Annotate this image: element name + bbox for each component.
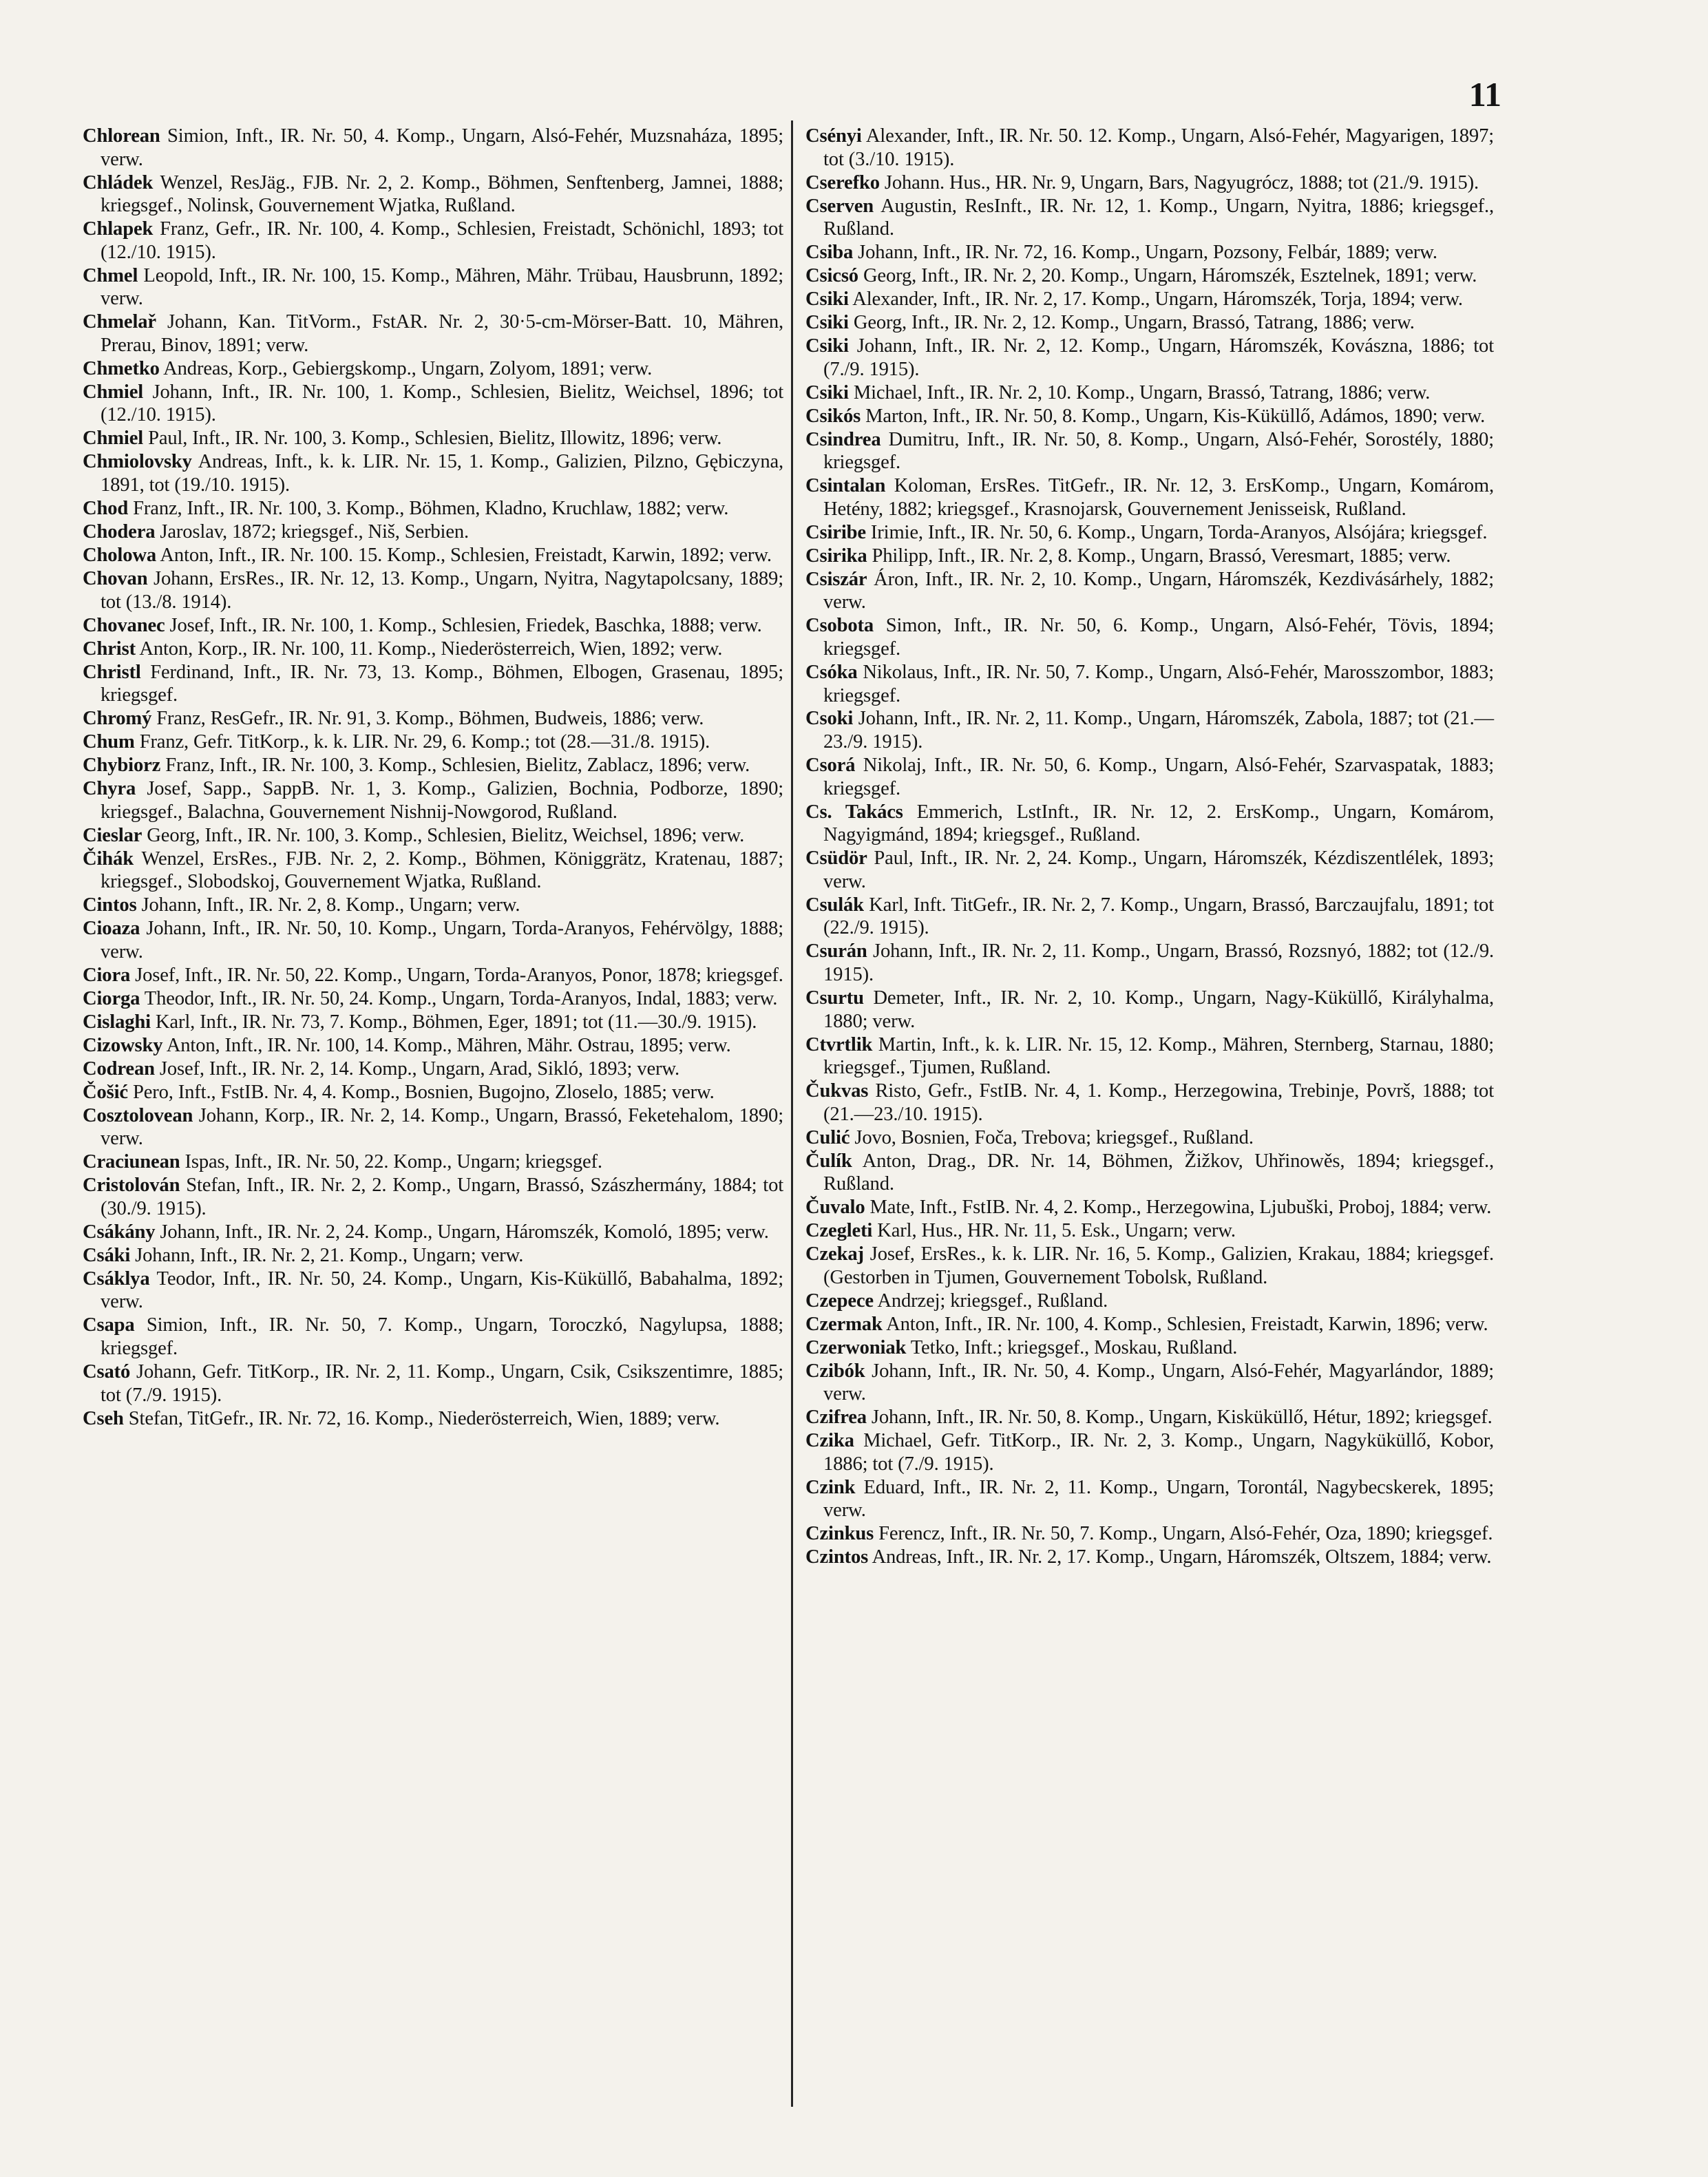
entry-details: Marton, Inft., IR. Nr. 50, 8. Komp., Ungarn, Kis-Küküllő, Adámos, 1890; verw.	[865, 405, 1486, 427]
entry-details: Johann, Gefr. TitKorp., IR. Nr. 2, 11. Komp., Ungarn, Csik, Csikszentimre, 1885; tot (7./9. 1915).	[101, 1360, 784, 1406]
list-entry	[83, 1104, 783, 1150]
entry-surname: Czerwoniak	[805, 1336, 907, 1358]
entry-surname: Czegleti	[805, 1220, 873, 1242]
list-entry	[83, 1268, 783, 1314]
entry-details: Risto, Gefr., FstIB. Nr. 4, 1. Komp., Herzegowina, Trebinje, Površ, 1888; tot (21.—23./10. 1915).	[823, 1080, 1495, 1125]
entry-details: Ispas, Inft., IR. Nr. 50, 22. Komp., Ungarn; kriegsgef.	[184, 1151, 602, 1173]
entry-surname: Cioaza	[83, 918, 140, 940]
list-entry	[83, 707, 783, 730]
entry-details: Stefan, TitGefr., IR. Nr. 72, 16. Komp., Niederösterreich, Wien, 1889; verw.	[128, 1407, 720, 1429]
list-entry	[83, 171, 783, 218]
entry-details: Philipp, Inft., IR. Nr. 2, 8. Komp., Ungarn, Brassó, Veresmart, 1885; verw.	[872, 545, 1451, 567]
list-entry	[805, 754, 1494, 800]
entry-details: Franz, Gefr. TitKorp., k. k. LIR. Nr. 29, 6. Komp.; tot (28.—31./8. 1915).	[139, 731, 710, 753]
entry-details: Josef, Inft., IR. Nr. 100, 1. Komp., Schlesien, Friedek, Baschka, 1888; verw.	[169, 614, 762, 636]
entry-details: Irimie, Inft., IR. Nr. 50, 6. Komp., Ungarn, Torda-Aranyos, Alsójára; kriegsgef.	[870, 521, 1488, 543]
entry-details: Josef, Sapp., SappB. Nr. 1, 3. Komp., Galizien, Bochnia, Podborze, 1890; kriegsgef., Balachna, Gouvernement Nishnij-Nowgorod, Rußland.	[101, 778, 784, 823]
list-entry	[83, 427, 783, 450]
entry-surname: Czermak	[805, 1313, 883, 1335]
entry-details: Josef, Inft., IR. Nr. 50, 22. Komp., Ungarn, Torda-Aranyos, Ponor, 1878; kriegsgef.	[135, 964, 783, 986]
list-entry	[83, 824, 783, 848]
entry-surname: Christ	[83, 638, 136, 660]
entry-details: Teodor, Inft., IR. Nr. 50, 24. Komp., Ungarn, Kis-Küküllő, Babahalma, 1892; verw.	[101, 1268, 783, 1313]
page-number: 11	[1468, 75, 1501, 114]
entry-details: Pero, Inft., FstIB. Nr. 4, 4. Komp., Bosnien, Bugojno, Zloselo, 1885; verw.	[132, 1081, 715, 1103]
entry-surname: Čulík	[805, 1150, 852, 1172]
list-entry	[805, 405, 1494, 428]
entry-surname: Chybiorz	[83, 755, 161, 777]
entry-details: Georg, Inft., IR. Nr. 100, 3. Komp., Schlesien, Bielitz, Weichsel, 1896; verw.	[147, 824, 745, 846]
entry-surname: Cizowsky	[83, 1034, 163, 1056]
list-entry	[83, 894, 783, 917]
entry-details: Anton, Korp., IR. Nr. 100, 11. Komp., Niederösterreich, Wien, 1892; verw.	[139, 638, 723, 660]
entry-surname: Chlorean	[83, 125, 160, 147]
entry-details: Johann, Inft., IR. Nr. 2, 24. Komp., Ungarn, Háromszék, Komoló, 1895; verw.	[160, 1221, 769, 1243]
entry-surname: Chod	[83, 498, 129, 520]
entry-details: Alexander, Inft., IR. Nr. 50. 12. Komp., Ungarn, Alsó-Fehér, Magyarigen, 1897; tot (3./10. 1915).	[823, 125, 1495, 170]
entry-details: Emmerich, LstInft., IR. Nr. 12, 2. ErsKomp., Ungarn, Komárom, Nagyigmánd, 1894; kriegsgef., Rußland.	[823, 801, 1494, 846]
entry-details: Paul, Inft., IR. Nr. 2, 24. Komp., Ungarn, Háromszék, Kézdiszentlélek, 1893; verw.	[823, 848, 1494, 892]
entry-surname: Chyra	[83, 778, 136, 800]
entry-surname: Csapa	[83, 1314, 135, 1336]
entry-details: Andreas, Inft., k. k. LIR. Nr. 15, 1. Komp., Galizien, Pilzno, Gębiczyna, 1891, tot (19./10. 1915).	[101, 451, 784, 496]
list-entry	[805, 288, 1494, 311]
entry-surname: Ctvrtlik	[805, 1033, 873, 1055]
entry-surname: Ciorga	[83, 987, 140, 1009]
list-entry	[805, 1150, 1494, 1196]
entry-details: Franz, Gefr., IR. Nr. 100, 4. Komp., Schlesien, Freistadt, Schönichl, 1893; tot (12./10. 1915).	[101, 218, 783, 263]
entry-details: Michael, Gefr. TitKorp., IR. Nr. 2, 3. Komp., Ungarn, Nagyküküllő, Kobor, 1886; tot (7./9. 1915).	[823, 1430, 1494, 1475]
entry-details: Ferdinand, Inft., IR. Nr. 73, 13. Komp., Böhmen, Elbogen, Grasenau, 1895; kriegsgef.	[101, 661, 784, 706]
list-entry	[805, 661, 1494, 707]
entry-surname: Čuvalo	[805, 1197, 865, 1219]
entry-details: Franz, Inft., IR. Nr. 100, 3. Komp., Schlesien, Bielitz, Zablacz, 1896; verw.	[165, 755, 750, 777]
list-entry	[83, 1360, 783, 1407]
list-entry	[805, 474, 1494, 520]
entry-details: Anton, Inft., IR. Nr. 100. 15. Komp., Schlesien, Freistadt, Karwin, 1892; verw.	[160, 544, 772, 566]
list-entry	[805, 335, 1494, 381]
list-entry	[805, 545, 1494, 568]
entry-details: Mate, Inft., FstIB. Nr. 4, 2. Komp., Herzegowina, Ljubuški, Proboj, 1884; verw.	[869, 1197, 1492, 1219]
entry-surname: Csiribe	[805, 521, 866, 543]
entry-surname: Chmelař	[83, 311, 156, 333]
entry-surname: Csoki	[805, 708, 854, 730]
entry-surname: Chovanec	[83, 614, 165, 636]
entry-details: Johann, Inft., IR. Nr. 2, 11. Komp., Ungarn, Brassó, Rozsnyó, 1882; tot (12./9. 1915).	[823, 940, 1494, 985]
entry-details: Jovo, Bosnien, Foča, Trebova; kriegsgef., Rußland.	[854, 1126, 1254, 1148]
entry-details: Andreas, Inft., IR. Nr. 2, 17. Komp., Ungarn, Háromszék, Oltszem, 1884; verw.	[872, 1546, 1492, 1568]
entry-surname: Craciunean	[83, 1151, 180, 1173]
list-entry	[805, 1033, 1494, 1080]
list-entry	[83, 848, 783, 894]
entry-surname: Cseh	[83, 1407, 124, 1429]
entry-surname: Czibók	[805, 1360, 865, 1382]
list-entry	[805, 1476, 1494, 1522]
entry-details: Karl, Hus., HR. Nr. 11, 5. Esk., Ungarn; verw.	[877, 1220, 1236, 1242]
entry-details: Simon, Inft., IR. Nr. 50, 6. Komp., Ungarn, Alsó-Fehér, Tövis, 1894; kriegsgef.	[823, 615, 1494, 660]
entry-details: Johann, Inft., IR. Nr. 2, 11. Komp., Ungarn, Háromszék, Zabola, 1887; tot (21.—23./9. 1915).	[823, 708, 1495, 753]
entry-details: Karl, Inft., IR. Nr. 73, 7. Komp., Böhmen, Eger, 1891; tot (11.—30./9. 1915).	[155, 1011, 757, 1033]
entry-details: Simion, Inft., IR. Nr. 50, 7. Komp., Ungarn, Toroczkó, Nagylupsa, 1888; kriegsgef.	[101, 1314, 784, 1359]
entry-details: Anton, Drag., DR. Nr. 14, Böhmen, Žižkov, Uhřinowěs, 1894; kriegsgef., Rußland.	[823, 1150, 1494, 1195]
list-entry	[805, 568, 1494, 614]
list-entry	[83, 614, 783, 638]
list-entry	[83, 1244, 783, 1268]
list-entry	[83, 1011, 783, 1034]
left-column	[83, 125, 783, 1430]
entry-surname: Cintos	[83, 894, 137, 916]
entry-surname: Csiki	[805, 381, 849, 403]
entry-surname: Csató	[83, 1360, 131, 1382]
list-entry	[83, 638, 783, 661]
entry-surname: Csákány	[83, 1221, 156, 1243]
entry-surname: Chmiel	[83, 381, 144, 403]
entry-surname: Csobota	[805, 615, 874, 637]
entry-surname: Czifrea	[805, 1407, 867, 1429]
entry-surname: Csikós	[805, 405, 861, 427]
list-entry	[805, 1243, 1494, 1289]
entry-details: Franz, ResGefr., IR. Nr. 91, 3. Komp., Böhmen, Budweis, 1886; verw.	[156, 708, 704, 730]
entry-details: Andrzej; kriegsgef., Rußland.	[877, 1290, 1108, 1312]
list-entry	[805, 1080, 1494, 1126]
list-entry	[805, 381, 1494, 405]
entry-details: Demeter, Inft., IR. Nr. 2, 10. Komp., Ungarn, Nagy-Küküllő, Királyhalma, 1880; verw.	[823, 987, 1494, 1032]
entry-surname: Chmiolovsky	[83, 451, 192, 473]
list-entry	[83, 497, 783, 520]
entry-details: Tetko, Inft.; kriegsgef., Moskau, Rußland.	[910, 1336, 1238, 1358]
list-entry	[805, 241, 1494, 264]
entry-details: Anton, Inft., IR. Nr. 100, 4. Komp., Schlesien, Freistadt, Karwin, 1896; verw.	[886, 1313, 1488, 1335]
entry-details: Simion, Inft., IR. Nr. 50, 4. Komp., Ungarn, Alsó-Fehér, Muzsnaháza, 1895; verw.	[101, 125, 783, 170]
entry-surname: Čošić	[83, 1081, 128, 1103]
entry-surname: Czink	[805, 1476, 856, 1498]
entry-details: Augustin, ResInft., IR. Nr. 12, 1. Komp., Ungarn, Nyitra, 1886; kriegsgef., Rußland.	[823, 195, 1495, 240]
entry-surname: Csáki	[83, 1244, 131, 1266]
entry-details: Jaroslav, 1872; kriegsgef., Niš, Serbien.	[160, 521, 470, 543]
list-entry	[83, 1034, 783, 1058]
list-entry	[83, 1150, 783, 1174]
list-entry	[83, 987, 783, 1011]
list-entry	[83, 1058, 783, 1081]
list-entry	[83, 1407, 783, 1431]
list-entry	[805, 940, 1494, 986]
entry-surname: Csiba	[805, 242, 854, 264]
entry-details: Koloman, ErsRes. TitGefr., IR. Nr. 12, 3. ErsKomp., Ungarn, Komárom, Hetény, 1882; kriegsgef., Krasnojarsk, Gouvernement Jenisseisk, Rußland.	[823, 475, 1494, 520]
list-entry	[83, 125, 783, 171]
entry-surname: Cristolován	[83, 1175, 180, 1197]
entry-details: Nikolaus, Inft., IR. Nr. 50, 7. Komp., Ungarn, Alsó-Fehér, Marosszombor, 1883; kriegsgef.	[823, 661, 1494, 706]
list-entry	[805, 614, 1494, 660]
entry-details: Johann. Hus., HR. Nr. 9, Ungarn, Bars, Nagyugrócz, 1888; tot (21./9. 1915).	[884, 171, 1479, 193]
entry-surname: Culić	[805, 1126, 850, 1148]
entry-details: Ferencz, Inft., IR. Nr. 50, 7. Komp., Ungarn, Alsó-Fehér, Oza, 1890; kriegsgef.	[878, 1523, 1493, 1545]
list-entry	[83, 1221, 783, 1244]
list-entry	[83, 311, 783, 357]
entry-details: Johann, Inft., IR. Nr. 72, 16. Komp., Ungarn, Pozsony, Felbár, 1889; verw.	[858, 242, 1437, 264]
entry-surname: Csurán	[805, 940, 867, 963]
entry-details: Martin, Inft., k. k. LIR. Nr. 15, 12. Komp., Mähren, Sternberg, Starnau, 1880; kriegsgef., Tjumen, Rußland.	[823, 1033, 1494, 1079]
entry-surname: Cosztolovean	[83, 1104, 193, 1126]
list-entry	[83, 1314, 783, 1360]
entry-details: Leopold, Inft., IR. Nr. 100, 15. Komp., Mähren, Mähr. Trübau, Hausbrunn, 1892; verw.	[101, 264, 784, 310]
list-entry	[83, 964, 783, 987]
list-entry	[83, 218, 783, 264]
list-entry	[83, 567, 783, 613]
entry-details: Johann, Inft., IR. Nr. 50, 10. Komp., Ungarn, Torda-Aranyos, Fehérvölgy, 1888; verw.	[101, 918, 783, 963]
entry-surname: Cieslar	[83, 824, 143, 846]
list-entry	[805, 125, 1494, 171]
entry-surname: Cislaghi	[83, 1011, 151, 1033]
list-entry	[805, 1126, 1494, 1150]
entry-surname: Csirika	[805, 545, 867, 567]
entry-surname: Cserefko	[805, 171, 880, 193]
entry-details: Stefan, Inft., IR. Nr. 2, 2. Komp., Ungarn, Brassó, Szászhermány, 1884; tot (30./9. 1915).	[101, 1175, 784, 1219]
list-entry	[805, 707, 1494, 753]
list-entry	[83, 450, 783, 496]
list-entry	[83, 381, 783, 427]
entry-surname: Csintalan	[805, 475, 886, 497]
entry-surname: Csáklya	[83, 1268, 150, 1290]
list-entry	[805, 195, 1494, 241]
entry-details: Johann, Kan. TitVorm., FstAR. Nr. 2, 30·5-cm-Mörser-Batt. 10, Mähren, Prerau, Binov, 1891; verw.	[101, 311, 783, 356]
entry-surname: Codrean	[83, 1058, 155, 1080]
entry-details: Anton, Inft., IR. Nr. 100, 14. Komp., Mähren, Mähr. Ostrau, 1895; verw.	[166, 1034, 731, 1056]
entry-details: Josef, Inft., IR. Nr. 2, 14. Komp., Ungarn, Arad, Sikló, 1893; verw.	[159, 1058, 680, 1080]
list-entry	[83, 357, 783, 381]
entry-surname: Chmel	[83, 264, 138, 286]
list-entry	[83, 1081, 783, 1104]
list-entry	[83, 730, 783, 754]
entry-surname: Csurtu	[805, 987, 864, 1009]
entry-details: Johann, Inft., IR. Nr. 50, 4. Komp., Ungarn, Alsó-Fehér, Magyarlándor, 1889; verw.	[823, 1360, 1494, 1405]
entry-surname: Csényi	[805, 125, 862, 147]
entry-details: Georg, Inft., IR. Nr. 2, 20. Komp., Ungarn, Háromszék, Esztelnek, 1891; verw.	[863, 265, 1477, 287]
list-entry	[83, 754, 783, 777]
list-entry	[805, 521, 1494, 545]
entry-surname: Csicsó	[805, 265, 858, 287]
list-entry	[83, 1174, 783, 1220]
entry-details: Wenzel, ResJäg., FJB. Nr. 2, 2. Komp., Böhmen, Senftenberg, Jamnei, 1888; kriegsgef., Nolinsk, Gouvernement Wjatka, Rußland.	[101, 171, 784, 217]
entry-surname: Cs. Takács	[805, 801, 903, 823]
entry-surname: Chlapek	[83, 218, 154, 240]
entry-surname: Čukvas	[805, 1080, 869, 1102]
entry-surname: Czinkus	[805, 1523, 874, 1545]
entry-surname: Cholowa	[83, 544, 156, 566]
list-entry	[83, 661, 783, 707]
entry-details: Georg, Inft., IR. Nr. 2, 12. Komp., Ungarn, Brassó, Tatrang, 1886; verw.	[853, 312, 1415, 334]
list-entry	[83, 520, 783, 544]
list-entry	[805, 428, 1494, 474]
entry-surname: Csindrea	[805, 428, 881, 450]
entry-details: Áron, Inft., IR. Nr. 2, 10. Komp., Ungarn, Háromszék, Kezdivásárhely, 1882; verw.	[823, 568, 1494, 613]
list-entry	[805, 171, 1494, 195]
list-entry	[805, 1429, 1494, 1475]
list-entry	[805, 801, 1494, 847]
entry-surname: Csiszár	[805, 568, 867, 590]
entry-details: Theodor, Inft., IR. Nr. 50, 24. Komp., Ungarn, Torda-Aranyos, Indal, 1883; verw.	[144, 987, 778, 1009]
entry-details: Johann, Inft., IR. Nr. 2, 21. Komp., Ungarn; verw.	[135, 1244, 524, 1266]
entry-details: Franz, Inft., IR. Nr. 100, 3. Komp., Böhmen, Kladno, Kruchlaw, 1882; verw.	[133, 498, 729, 520]
list-entry	[805, 1336, 1494, 1360]
entry-surname: Czepece	[805, 1290, 874, 1312]
entry-details: Johann, Inft., IR. Nr. 50, 8. Komp., Ungarn, Kisküküllő, Hétur, 1892; kriegsgef.	[871, 1407, 1493, 1429]
entry-details: Andreas, Korp., Gebiergskomp., Ungarn, Zolyom, 1891; verw.	[163, 357, 653, 379]
list-entry	[83, 264, 783, 311]
entry-details: Eduard, Inft., IR. Nr. 2, 11. Komp., Ungarn, Torontál, Nagybecskerek, 1895; verw.	[823, 1476, 1494, 1522]
entry-details: Wenzel, ErsRes., FJB. Nr. 2, 2. Komp., Böhmen, Königgrätz, Kratenau, 1887; kriegsgef., Slobodskoj, Gouvernement Wjatka, Rußland.	[101, 848, 783, 893]
entry-details: Michael, Inft., IR. Nr. 2, 10. Komp., Ungarn, Brassó, Tatrang, 1886; verw.	[853, 381, 1431, 403]
list-entry	[805, 1313, 1494, 1336]
entry-surname: Csorá	[805, 755, 856, 777]
entry-surname: Csóka	[805, 661, 858, 683]
list-entry	[805, 1522, 1494, 1546]
entry-surname: Czintos	[805, 1546, 869, 1568]
list-entry	[805, 1196, 1494, 1219]
entry-details: Johann, Korp., IR. Nr. 2, 14. Komp., Ungarn, Brassó, Feketehalom, 1890; verw.	[101, 1104, 783, 1150]
list-entry	[805, 264, 1494, 288]
entry-surname: Czekaj	[805, 1243, 864, 1265]
list-entry	[805, 311, 1494, 335]
entry-details: Johann, Inft., IR. Nr. 2, 8. Komp., Ungarn; verw.	[141, 894, 520, 916]
list-entry	[805, 1290, 1494, 1313]
list-entry	[805, 1360, 1494, 1406]
entry-details: Paul, Inft., IR. Nr. 100, 3. Komp., Schlesien, Bielitz, Illowitz, 1896; verw.	[148, 428, 722, 450]
entry-surname: Csiki	[805, 312, 849, 334]
entry-details: Johann, ErsRes., IR. Nr. 12, 13. Komp., Ungarn, Nyitra, Nagytapolcsany, 1889; tot (13./8. 1914).	[101, 567, 783, 613]
entry-surname: Cserven	[805, 195, 874, 217]
list-entry	[805, 1219, 1494, 1243]
list-entry	[805, 847, 1494, 893]
entry-surname: Čihák	[83, 848, 134, 870]
column-divider	[791, 120, 793, 2107]
right-column	[805, 125, 1494, 1569]
entry-surname: Csiki	[805, 335, 849, 357]
entry-surname: Csüdör	[805, 848, 867, 870]
entry-details: Dumitru, Inft., IR. Nr. 50, 8. Komp., Ungarn, Alsó-Fehér, Sorostély, 1880; kriegsgef.	[823, 428, 1494, 474]
entry-surname: Ciora	[83, 964, 131, 986]
entry-surname: Chmetko	[83, 357, 160, 379]
list-entry	[83, 777, 783, 823]
list-entry	[83, 917, 783, 963]
entry-surname: Chromý	[83, 708, 152, 730]
list-entry	[805, 987, 1494, 1033]
entry-surname: Csiki	[805, 288, 849, 311]
entry-details: Alexander, Inft., IR. Nr. 2, 17. Komp., Ungarn, Háromszék, Torja, 1894; verw.	[852, 288, 1463, 311]
entry-details: Josef, ErsRes., k. k. LIR. Nr. 16, 5. Komp., Galizien, Krakau, 1884; kriegsgef. (Gestorben in Tjumen, Gouvernement Tobolsk, Rußland.	[823, 1243, 1495, 1288]
entry-surname: Chovan	[83, 567, 148, 589]
entry-surname: Chodera	[83, 521, 156, 543]
list-entry	[83, 544, 783, 567]
entry-surname: Czika	[805, 1430, 854, 1452]
entry-details: Nikolaj, Inft., IR. Nr. 50, 6. Komp., Ungarn, Alsó-Fehér, Szarvaspatak, 1883; kriegsgef.	[823, 755, 1495, 799]
entry-surname: Chum	[83, 731, 135, 753]
entry-surname: Chmiel	[83, 428, 144, 450]
entry-details: Karl, Inft. TitGefr., IR. Nr. 2, 7. Komp., Ungarn, Brassó, Barczaujfalu, 1891; tot (22./9. 1915).	[823, 894, 1494, 939]
entry-surname: Christl	[83, 661, 141, 683]
entry-details: Johann, Inft., IR. Nr. 100, 1. Komp., Schlesien, Bielitz, Weichsel, 1896; tot (12./10. 1915).	[101, 381, 784, 426]
entry-surname: Csulák	[805, 894, 864, 916]
entry-details: Johann, Inft., IR. Nr. 2, 12. Komp., Ungarn, Háromszék, Kovászna, 1886; tot (7./9. 1915).	[823, 335, 1495, 380]
list-entry	[805, 1546, 1494, 1569]
list-entry	[805, 894, 1494, 940]
list-entry	[805, 1406, 1494, 1429]
entry-surname: Chládek	[83, 171, 154, 193]
